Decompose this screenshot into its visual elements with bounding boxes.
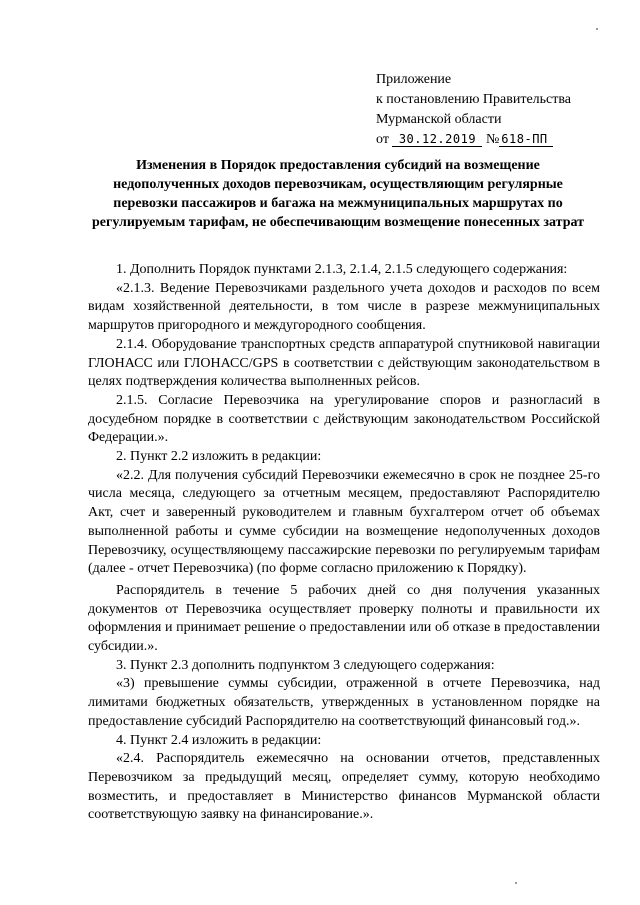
scan-speck: [515, 882, 517, 884]
paragraph-2-1-5: 2.1.5. Согласие Перевозчика на урегулирование споров и разногласий в досудебном порядке в соответствии с действующим законодательством Российской Федерации.».: [88, 392, 600, 446]
from-label: от: [376, 132, 389, 147]
paragraph-3: 3. Пункт 2.3 дополнить подпунктом 3 следующего содержания:: [116, 657, 495, 673]
appendix-label: Приложение: [376, 72, 452, 87]
paragraph-2-2-cont: Распорядитель в течение 5 рабочих дней со дня получения указанных документов от Перевозчика осуществляет проверку полноты и правильности их оформления и принимает решение о предоставлении или об отказе в предоставлении субсидии.».: [88, 582, 600, 655]
paragraph-3-sub: «3) превышение суммы субсидии, отраженной в отчете Перевозчика, над лимитами бюджетных обязательств, утвержденных в установленном порядке на предоставление субсидий Распорядителю на соответствующий финансовый год.».: [88, 676, 600, 729]
resolution-reference: к постановлению Правительства: [376, 92, 572, 107]
paragraph-2-4: «2.4. Распорядитель ежемесячно на основании отчетов, представленных Перевозчиком за предыдущий месяц, определяет сумму, которую необходимо возместить, и предоставляет в Министерство финансов Мурманской области соответствующую заявку на финансирование.».: [88, 751, 600, 823]
number-label: №: [485, 132, 500, 147]
paragraph-2-1-3: «2.1.3. Ведение Перевозчиками раздельного учета доходов и расходов по всем видам хозяйственной деятельности, в том числе в разрезе межмуниципальных маршрутов пригородного и междугородного сообщения.: [88, 280, 600, 334]
scan-speck: [596, 28, 598, 30]
paragraph-4: 4. Пункт 2.4 изложить в редакции:: [116, 732, 322, 748]
paragraph-1: 1. Дополнить Порядок пунктами 2.1.3, 2.1.4, 2.1.5 следующего содержания:: [116, 262, 568, 277]
resolution-number: 618-ПП: [499, 132, 553, 147]
document-body: [88, 261, 600, 825]
appendix-header: [376, 70, 626, 150]
paragraph-2: 2. Пункт 2.2 изложить в редакции:: [116, 449, 322, 465]
resolution-date-number: [376, 130, 626, 150]
government-name: Мурманской области: [376, 112, 502, 127]
paragraph-2-1-4: 2.1.4. Оборудование транспортных средств аппаратурой спутниковой навигации ГЛОНАСС или ГЛОНАСС/GPS в соответствии с действующим законодательством в целях подтверждения количества выполненных рейсов.: [88, 336, 600, 390]
resolution-date: 30.12.2019: [392, 132, 482, 147]
paragraph-2-2: «2.2. Для получения субсидий Перевозчики ежемесячно в срок не позднее 25-го числа месяца, следующего за отчетным месяцем, предоставляют Распорядителю Акт, счет и заверенный руководителем и главным бухгалтером отчет об объемах выполненной работы и сумме субсидии на возмещение недополученных доходов Перевозчику, осуществляющему пассажирские перевозки по регулируемым тарифам (далее - отчет Перевозчика) (по форме согласно приложению к Порядку).: [88, 467, 600, 577]
document-title: Изменения в Порядок предоставления субсидий на возмещение недополученных доходов перевозчикам, осуществляющим регулярные перевозки пассажиров и багажа на межмуниципальных маршрутах по регулируемым тарифам, не обеспечивающим возмещение понесенных затрат: [91, 158, 585, 230]
